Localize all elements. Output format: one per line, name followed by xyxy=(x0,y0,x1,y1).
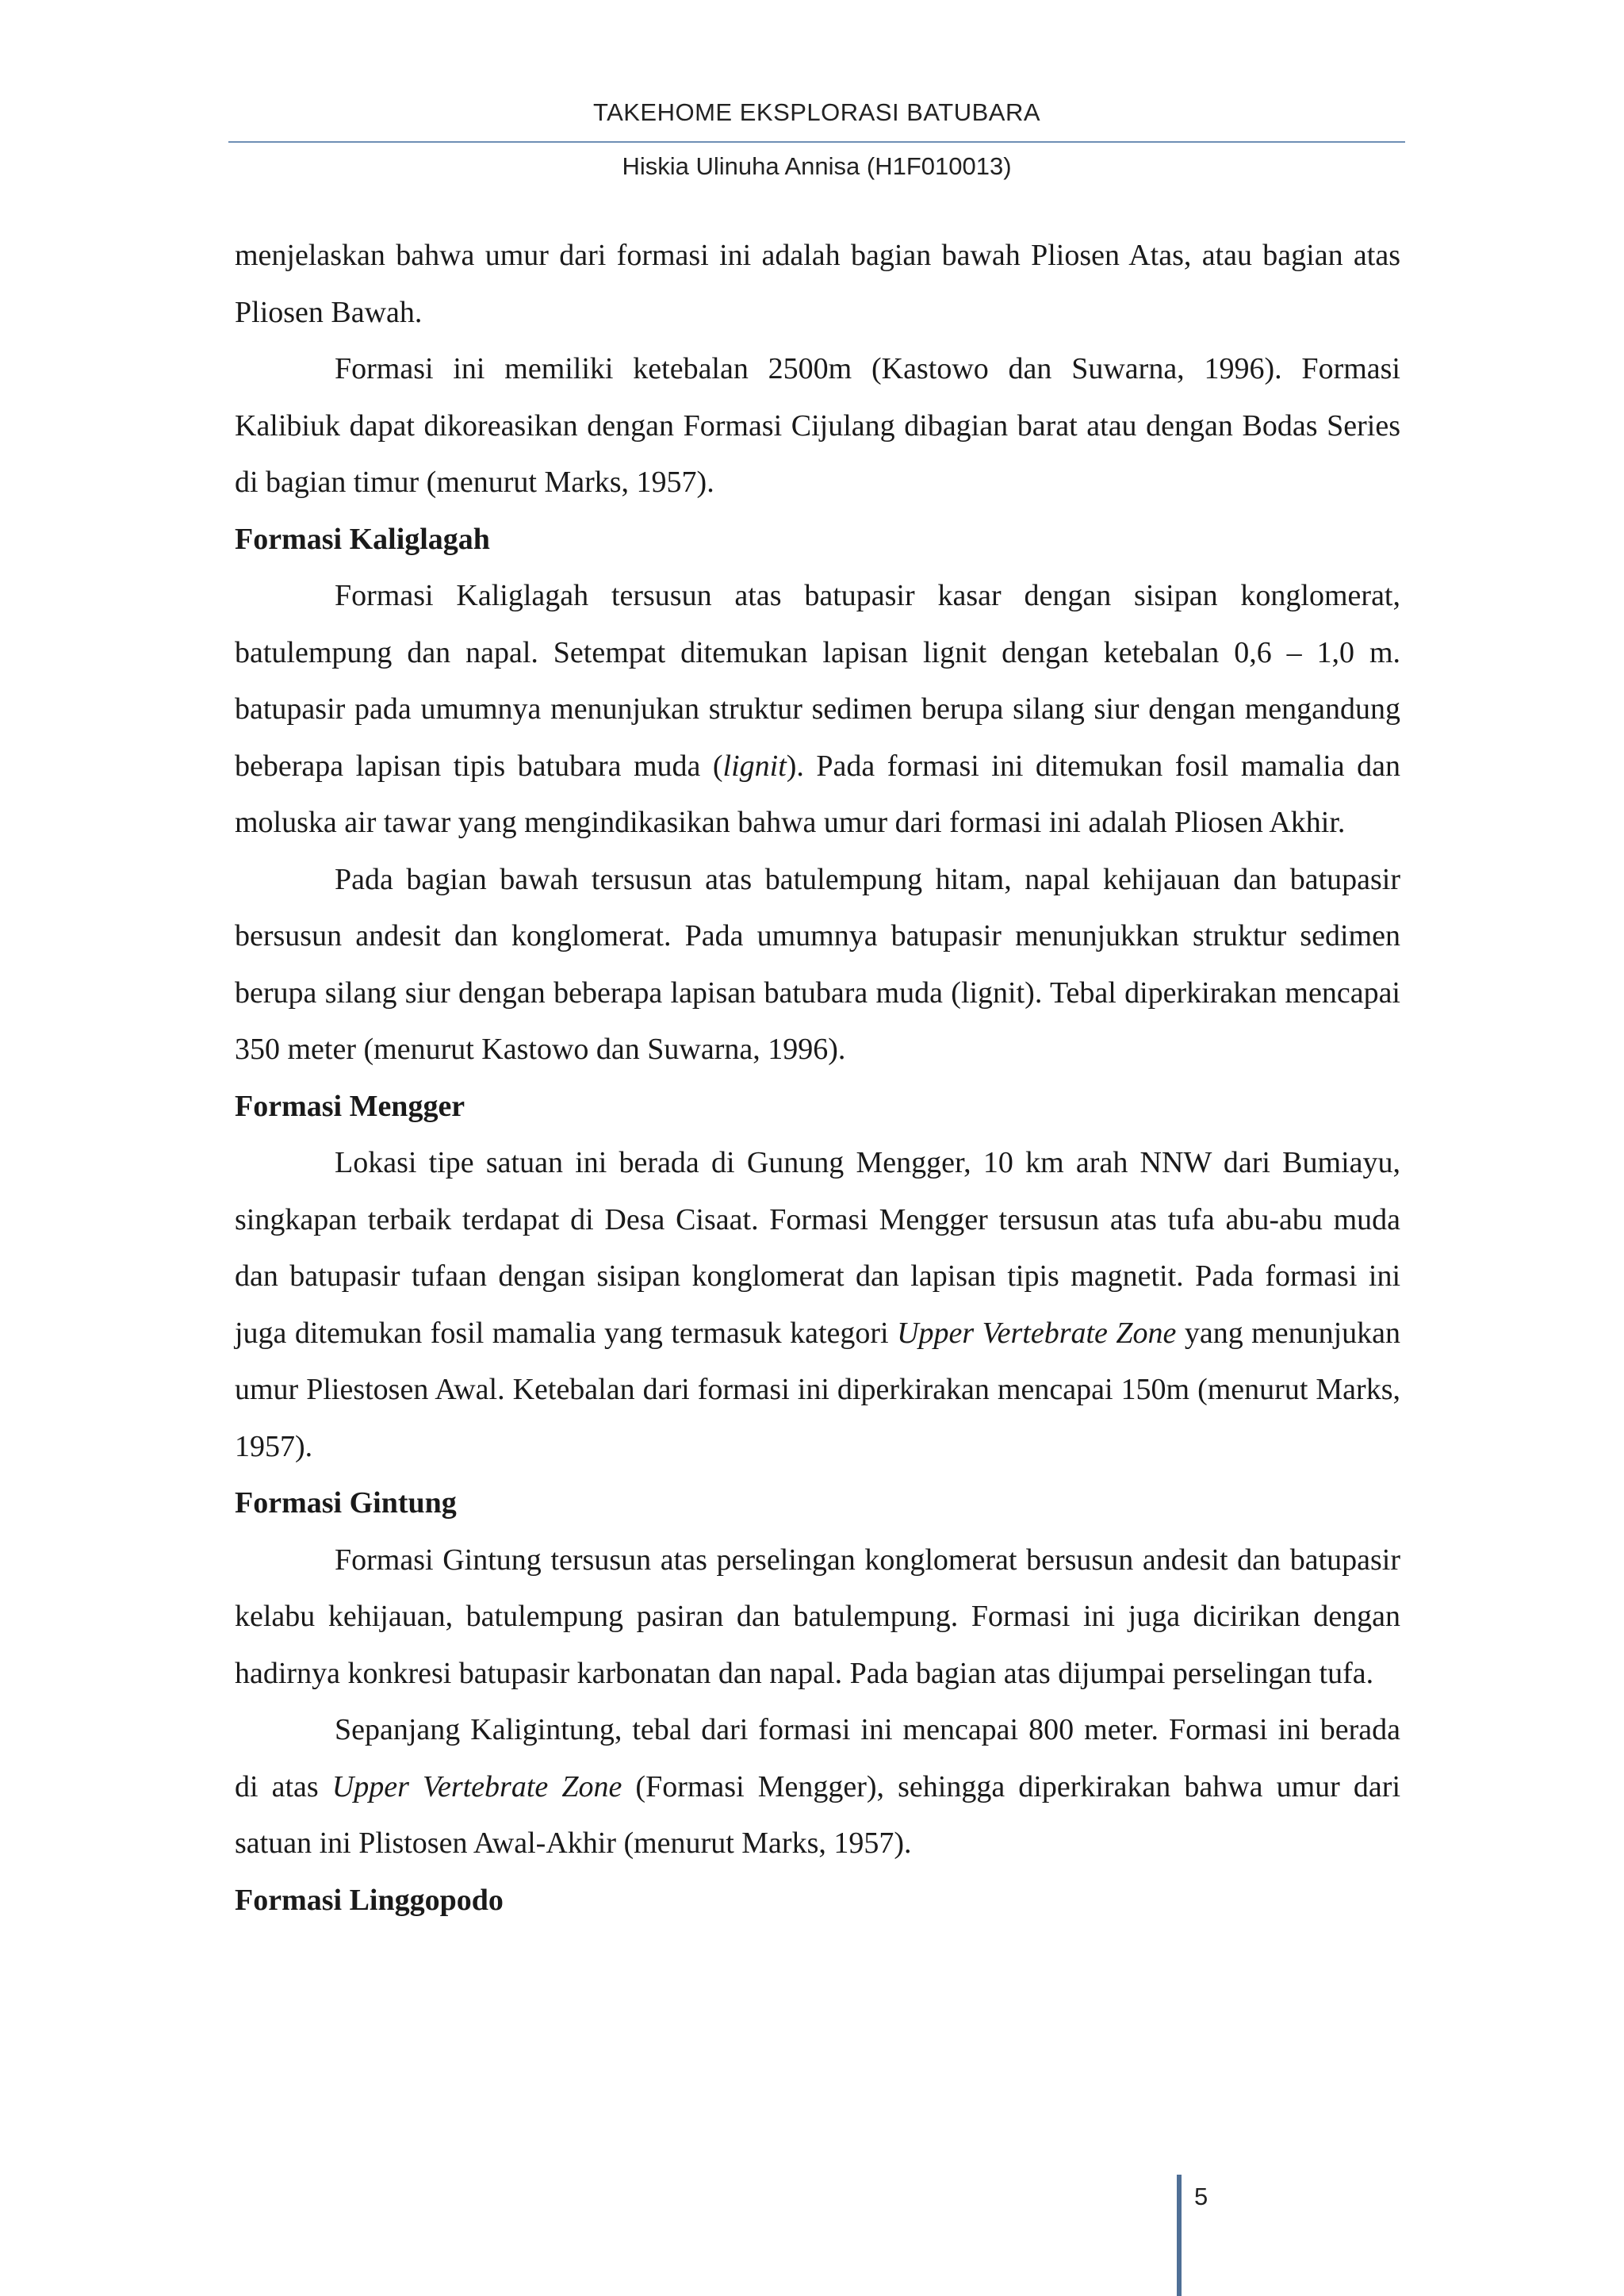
page-number-bar xyxy=(1177,2175,1182,2296)
italic-term: Upper Vertebrate Zone xyxy=(897,1316,1177,1350)
italic-term: lignit xyxy=(722,749,787,783)
header-rule xyxy=(228,141,1405,143)
paragraph-text: Pada bagian bawah tersusun atas batulempung hitam, napal kehijauan dan batupasir bersusun andesit dan konglomerat. Pada umumnya batupasir menunjukkan struktur sedimen berupa silang siur dengan beberapa lapisan batubara muda (lignit). Tebal diperkirakan mencapai 350 meter (menurut Kastowo dan Suwarna, 1996). xyxy=(235,862,1400,1066)
paragraph-text: menjelaskan bahwa umur dari formasi ini adalah bagian bawah Pliosen Atas, atau bagian atas Pliosen Bawah. xyxy=(235,239,1400,329)
heading-linggopodo: Formasi Linggopodo xyxy=(235,1883,504,1917)
paragraph-text: ). Pada formasi ini ditemukan fosil mamalia dan moluska air tawar yang mengindikasikan bahwa umur dari formasi ini adalah Pliosen Akhir. xyxy=(235,749,1400,839)
paragraph-continuation xyxy=(235,228,1400,341)
paragraph-gintung-thickness xyxy=(235,1702,1400,1872)
paragraph-kaliglagah-lower xyxy=(235,852,1400,1079)
heading-mengger: Formasi Mengger xyxy=(235,1089,465,1123)
paragraph-thickness xyxy=(235,341,1400,512)
heading-gintung: Formasi Gintung xyxy=(235,1486,457,1520)
paragraph-text: Sepanjang Kaligintung, tebal dari formasi ini mencapai 800 meter. Formasi ini berada di atas xyxy=(235,1713,1400,1803)
paragraph-text: Lokasi tipe satuan ini berada di Gunung Mengger, 10 km arah NNW dari Bumiayu, singkapan terbaik terdapat di Desa Cisaat. Formasi Mengger tersusun atas tufa abu-abu muda dan batupasir tufaan dengan sisipan konglomerat dan lapisan tipis magnetit. Pada formasi ini juga ditemukan fosil mamalia yang termasuk kategori xyxy=(235,1146,1400,1350)
italic-term: Upper Vertebrate Zone xyxy=(331,1769,622,1803)
paragraph-text: yang menunjukan umur Pliestosen Awal. Ketebalan dari formasi ini diperkirakan mencapai 150m (menurut Marks, 1957). xyxy=(235,1316,1401,1463)
paragraph-text: Formasi Kaliglagah tersusun atas batupasir kasar dengan sisipan konglomerat, batulempung dan napal. Setempat ditemukan lapisan lignit dengan ketebalan 0,6 – 1,0 m. batupasir pada umumnya menunjukan struktur sedimen berupa silang siur dengan mengandung beberapa lapisan tipis batubara muda ( xyxy=(235,579,1400,783)
document-body xyxy=(235,228,1400,1929)
heading-kaliglagah: Formasi Kaliglagah xyxy=(235,522,490,556)
paragraph-kaliglagah xyxy=(235,568,1400,852)
paragraph-text: Formasi ini memiliki ketebalan 2500m (Kastowo dan Suwarna, 1996). Formasi Kalibiuk dapat dikoreasikan dengan Formasi Cijulang dibagian barat atau dengan Bodas Series di bagian timur (menurut Marks, 1957). xyxy=(235,352,1400,499)
header-author: Hiskia Ulinuha Annisa (H1F010013) xyxy=(622,152,1012,180)
header-title: TAKEHOME EKSPLORASI BATUBARA xyxy=(592,98,1041,126)
page-number: 5 xyxy=(1194,2183,1208,2210)
paragraph-gintung xyxy=(235,1532,1400,1703)
paragraph-text: Formasi Gintung tersusun atas perselingan konglomerat bersusun andesit dan batupasir kelabu kehijauan, batulempung pasiran dan batulempung. Formasi ini juga dicirikan dengan hadirnya konkresi batupasir karbonatan dan napal. Pada bagian atas dijumpai perselingan tufa. xyxy=(235,1543,1400,1690)
paragraph-text: (Formasi Mengger), sehingga diperkirakan bahwa umur dari satuan ini Plistosen Awal-Akhir (menurut Marks, 1957). xyxy=(235,1769,1400,1860)
paragraph-mengger xyxy=(235,1135,1400,1475)
